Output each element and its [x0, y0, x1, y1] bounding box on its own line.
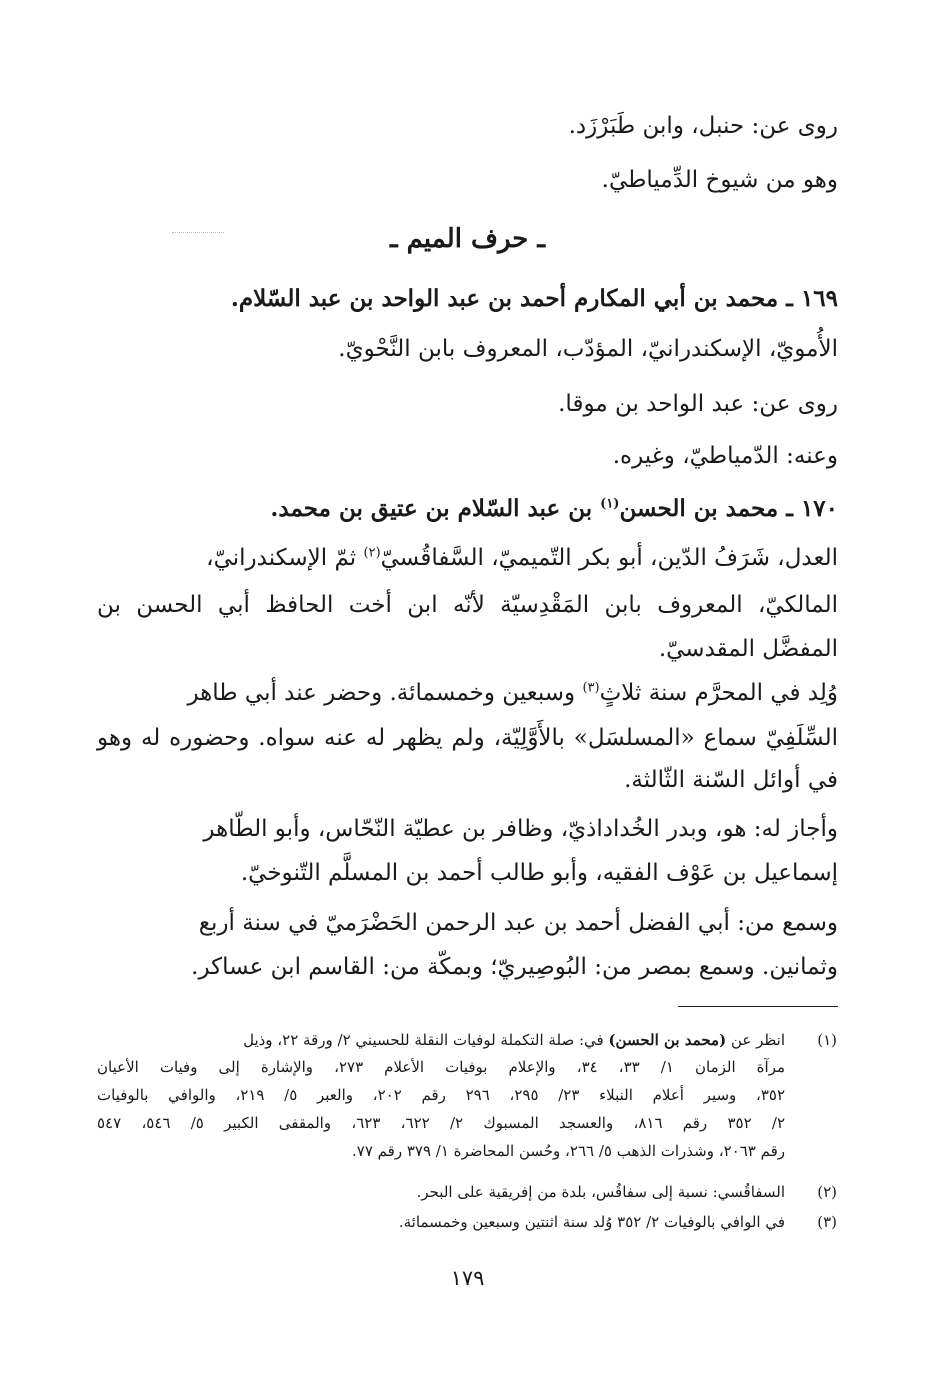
page-number: ١٧٩	[450, 1266, 485, 1290]
text-line: وهو من شيوخ الدِّمياطيّ.	[601, 167, 838, 193]
text-span: وسبعين وخمسمائة. وحضر عند أبي طاهر	[187, 680, 583, 706]
text-span: وُلِد في المحرَّم سنة ثلاثٍ	[599, 680, 838, 706]
text-line: السِّلَفِيّ سماع «المسلسَل» بالأَوَّلِيّة، ولم يظهر له عنه سواه. وحضوره له وهو	[97, 725, 838, 751]
footnote-line: ٣٥٢، وسير أعلام النبلاء ٢٣/ ٢٩٥، ٢٩٦ رقم ٢٠٢، والعبر ٥/ ٢١٩، والوافي بالوفيات	[97, 1086, 786, 1104]
footnote-line: السفاقُسي: نسبة إلى سفاقُس، بلدة من إفريقية على البحر.	[416, 1183, 785, 1201]
footnote-line	[97, 1031, 785, 1049]
text-line: في أوائل السّنة الثّالثة.	[624, 767, 838, 793]
footnote-mark: (١)	[600, 496, 620, 512]
text-line: روى عن: عبد الواحد بن موقا.	[558, 391, 838, 417]
footnote-mark: (٣)	[582, 680, 600, 696]
text-line	[97, 545, 838, 573]
footnote-line: ٢/ ٣٥٢ رقم ٨١٦، والعسجد المسبوك ٢/ ٦٢٢، ٦٢٣، والمقفى الكبير ٥/ ٥٤٦، ٥٤٧	[97, 1114, 786, 1132]
entry-heading-169: ١٦٩ ـ محمد بن أبي المكارم أحمد بن عبد الواحد بن عبد السّلام.	[230, 285, 838, 312]
heading-text: ١٧٠ ـ محمد بن الحسن	[619, 495, 838, 522]
text-span: في: صلة التكملة لوفيات النقلة للحسيني ٢/ ورقة ٢٢، وذيل	[243, 1031, 609, 1049]
text-line: وأجاز له: هو، وبدر الخُداداذيّ، وظافر بن عطيّة النّحّاس، وأبو الطّاهر	[203, 816, 838, 842]
text-line: وعنه: الدّمياطيّ، وغيره.	[612, 443, 838, 469]
footnote-mark: (٢)	[363, 545, 381, 561]
footnote-line: في الوافي بالوفيات ٢/ ٣٥٢ وُلد سنة اثنتين وسبعين وخمسمائة.	[398, 1213, 785, 1231]
text-line: روى عن: حنبل، وابن طَبَرْزَد.	[568, 113, 838, 139]
text-line: المالكيّ، المعروف بابن المَقْدِسيّة لأنّه ابن أخت الحافظ أبي الحسن بن	[97, 592, 838, 618]
text-line: إسماعيل بن عَوْف الفقيه، وأبو طالب أحمد بن المسلَّم التّنوخيّ.	[240, 860, 838, 886]
footnote-number: (١)	[817, 1031, 837, 1049]
section-heading: ـ حرف الميم ـ	[389, 224, 546, 254]
footnote-line: رقم ٢٠٦٣، وشذرات الذهب ٥/ ٢٦٦، وحُسن المحاضرة ١/ ٣٧٩ رقم ٧٧.	[352, 1142, 785, 1160]
text-span: انظر عن	[726, 1031, 785, 1049]
footnote-line: مرآة الزمان ١/ ٣٣، ٣٤، والإعلام بوفيات الأعلام ٢٧٣، والإشارة إلى وفيات الأعيان	[97, 1058, 786, 1076]
text-span: (محمد بن الحسن)	[608, 1031, 727, 1049]
text-line: وسمع من: أبي الفضل أحمد بن عبد الرحمن الحَضْرَميّ في سنة أربع	[198, 910, 838, 936]
footnote-separator	[678, 1006, 838, 1007]
text-span: ثمّ الإسكندرانيّ،	[206, 545, 364, 571]
text-line: وثمانين. وسمع بمصر من: البُوصِيريّ؛ وبمكّة من: القاسم ابن عساكر.	[191, 954, 838, 980]
entry-heading-170	[97, 495, 838, 523]
heading-text: بن عبد السّلام بن عتيق بن محمد.	[270, 495, 601, 522]
text-span: العدل، شَرَفُ الدّين، أبو بكر التّميميّ، السَّفاقُسيّ	[380, 545, 838, 571]
text-line: الأُمويّ، الإسكندرانيّ، المؤدّب، المعروف بابن النَّحْويّ.	[338, 336, 838, 362]
footnote-number: (٣)	[817, 1213, 837, 1231]
text-line: المفضَّل المقدسيّ.	[658, 636, 838, 662]
text-line	[97, 680, 838, 708]
footnote-number: (٢)	[817, 1183, 837, 1201]
